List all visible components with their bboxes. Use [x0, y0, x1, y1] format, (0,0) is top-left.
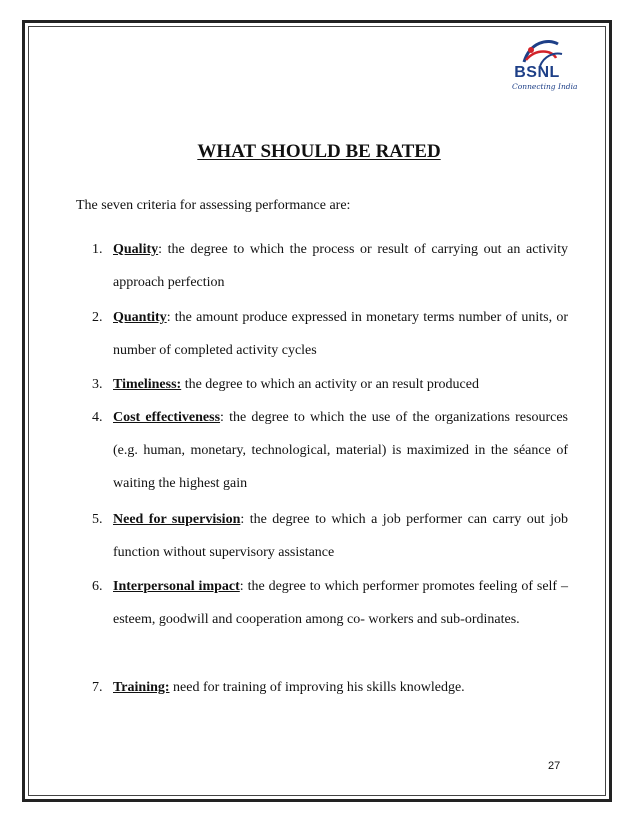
criteria-item-7	[92, 671, 568, 704]
criteria-item-4	[92, 401, 568, 500]
item-term: Quality	[113, 242, 159, 257]
item-separator: :	[240, 512, 245, 527]
item-term: Cost effectiveness	[113, 410, 221, 425]
item-term: Training:	[113, 680, 170, 695]
item-separator: :	[166, 310, 171, 325]
logo-tagline: Connecting India	[512, 82, 578, 91]
item-number: 4.	[92, 410, 103, 425]
item-number: 5.	[92, 512, 103, 527]
item-term: Interpersonal impact	[113, 579, 240, 594]
item-description: the degree to which performer promotes feeling of self – esteem, goodwill and cooperation among co- workers and sub-ordinates.	[113, 579, 568, 627]
item-term: Timeliness:	[113, 377, 182, 392]
item-number: 7.	[92, 680, 103, 695]
item-description: the degree to which a job performer can carry out job function without supervisory assistance	[113, 512, 568, 560]
bsnl-logo	[496, 36, 578, 98]
item-separator: :	[239, 579, 244, 594]
logo-brand: BSNL	[514, 64, 560, 81]
item-number: 1.	[92, 242, 103, 257]
criteria-item-2	[92, 301, 568, 367]
item-number: 2.	[92, 310, 103, 325]
item-separator: :	[158, 242, 163, 257]
page-number: 27	[548, 760, 561, 772]
item-description: the degree to which the process or result of carrying out an activity approach perfection	[113, 242, 568, 290]
intro-text: The seven criteria for assessing performance are:	[76, 198, 351, 213]
item-description: the degree to which the use of the organizations resources (e.g. human, monetary, technological, material) is maximized in the séance of waiting the highest gain	[113, 410, 568, 491]
item-description: the degree to which an activity or an result produced	[181, 377, 479, 392]
item-separator: :	[220, 410, 224, 425]
criteria-item-6	[92, 570, 568, 636]
item-description: need for training of improving his skills knowledge.	[169, 680, 465, 695]
criteria-item-1	[92, 233, 568, 299]
item-description: the amount produce expressed in monetary terms number of units, or number of completed activity cycles	[113, 310, 568, 358]
page-title: WHAT SHOULD BE RATED	[197, 141, 441, 162]
criteria-item-5	[92, 503, 568, 569]
item-term: Need for supervision	[113, 512, 241, 527]
item-number: 6.	[92, 579, 103, 594]
criteria-item-3	[92, 368, 568, 401]
item-number: 3.	[92, 377, 103, 392]
item-term: Quantity	[113, 310, 167, 325]
